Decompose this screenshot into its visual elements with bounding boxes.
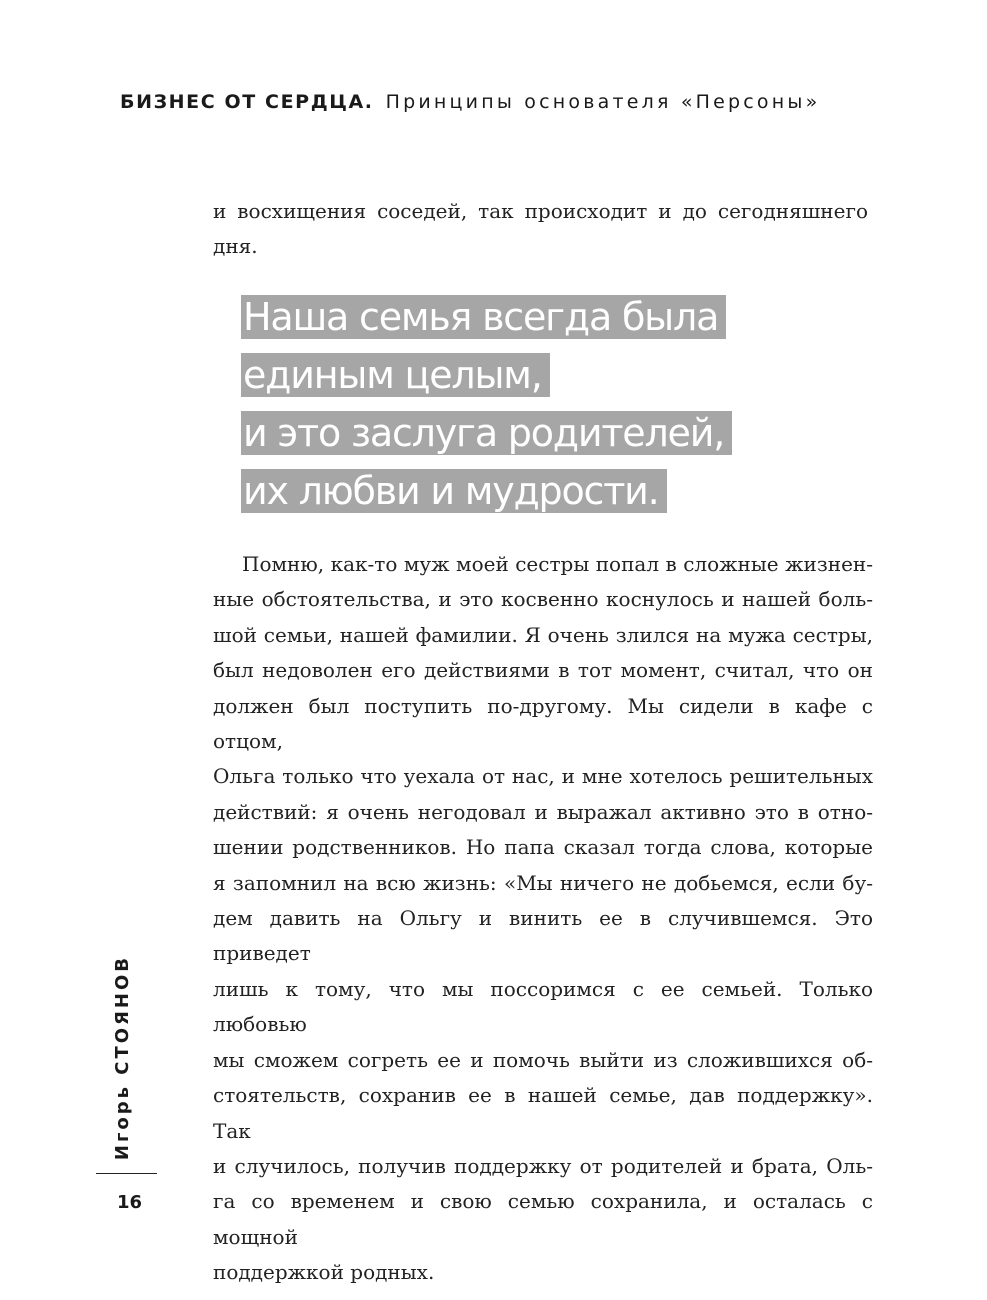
body-line: дем давить на Ольгу и винить ее в случившемся. Это приведет xyxy=(213,906,873,966)
author-sidebar xyxy=(104,954,140,1160)
body-line: поддержкой родных. xyxy=(213,1260,435,1285)
body-line: лишь к тому, что мы поссоримся с ее семьей. Только любовью xyxy=(213,976,873,1037)
pull-quote-line: единым целым, xyxy=(241,346,801,404)
body-paragraph xyxy=(213,547,873,1291)
body-line: Помню, как-то муж моей сестры попал в сложные жизнен- xyxy=(242,552,873,576)
author-name: Игорь СТОЯНОВ xyxy=(111,954,133,1160)
pull-quote-line: их любви и мудрости. xyxy=(241,462,801,520)
body-line: действий: я очень негодовал и выражал активно это в отно- xyxy=(213,799,873,824)
pull-quote-line: и это заслуга родителей, xyxy=(241,404,801,462)
body-line: мы сможем согреть ее и помочь выйти из сложившихся об- xyxy=(213,1047,873,1072)
body-line: Ольга только что уехала от нас, и мне хотелось решительных xyxy=(213,764,873,789)
body-line: га со временем и свою семью сохранила, и осталась с мощной xyxy=(213,1189,873,1249)
book-subtitle: Принципы основателя «Персоны» xyxy=(385,91,821,113)
page-number: 16 xyxy=(117,1192,143,1213)
folio-divider xyxy=(96,1173,157,1174)
body-line: шении родственников. Но папа сказал тогда слова, которые xyxy=(213,835,873,860)
lead-paragraph: и восхищения соседей, так происходит и до сегодняшнего дня. xyxy=(213,199,868,258)
body-line: и случилось, получив поддержку от родителей и брата, Оль- xyxy=(213,1153,873,1178)
body-line: я запомнил на всю жизнь: «Мы ничего не добьемся, если бу- xyxy=(213,870,873,895)
body-line: был недоволен его действиями в тот момент, считал, что он xyxy=(213,658,873,683)
body-line: должен был поступить по-другому. Мы сидели в кафе с отцом, xyxy=(213,693,873,754)
pull-quote-line: Наша семья всегда была xyxy=(241,288,801,346)
body-line: стоятельств, сохранив ее в нашей семье, дав поддержку». Так xyxy=(213,1083,873,1143)
running-header xyxy=(120,91,820,113)
body-line: шой семьи, нашей фамилии. Я очень злился на мужа сестры, xyxy=(213,622,873,647)
pull-quote xyxy=(241,288,801,520)
book-title: БИЗНЕС ОТ СЕРДЦА. xyxy=(120,91,374,113)
body-line: ные обстоятельства, и это косвенно коснулось и нашей боль- xyxy=(213,587,873,612)
